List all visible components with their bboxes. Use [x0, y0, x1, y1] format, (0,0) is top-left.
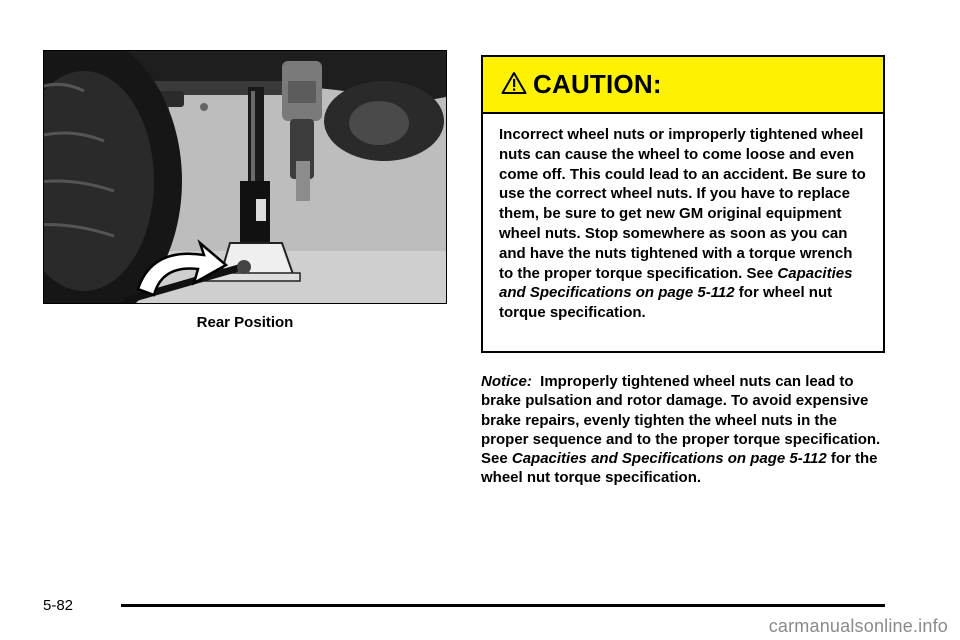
notice-paragraph	[481, 372, 885, 488]
page-number: 5-82	[43, 597, 74, 614]
notice-cross-reference: Capacities and Specifications on page 5-112	[511, 450, 827, 468]
footer-rule	[121, 604, 885, 607]
caution-text-part-2: for wheel nut torque specification.	[499, 284, 833, 322]
notice-label: Notice:	[481, 373, 532, 390]
notice-text-part-1: Improperly tightened wheel nuts can lead to brake pulsation and rotor damage. To avoid expensive brake repairs, evenly tighten the wheel nuts in the proper sequence and to the proper torque specification. See	[481, 373, 885, 468]
caution-text	[483, 114, 883, 323]
notice-text-part-2: for the wheel nut torque specification.	[481, 450, 878, 487]
caution-text-part-1: Incorrect wheel nuts or improperly tightened wheel nuts can cause the wheel to come loose and even come off. This could lead to an accident. Be sure to use the correct wheel nuts. If you have to replace them, be sure to get new GM original equipment wheel nuts. Stop somewhere as soon as you can and have the nuts tightened with a torque wrench to the proper torque specification. See	[499, 126, 866, 282]
rear-position-figure	[43, 50, 447, 304]
warning-triangle-icon	[501, 71, 527, 95]
jack-rear-position-illustration	[44, 51, 446, 303]
caution-cross-reference: Capacities and Specifications on page 5-112	[499, 264, 853, 302]
caution-title: CAUTION:	[533, 69, 662, 99]
watermark: carmanualsonline.info	[768, 616, 948, 636]
caution-box	[481, 55, 885, 353]
caution-header	[483, 57, 883, 114]
figure-caption: Rear Position	[196, 314, 294, 331]
